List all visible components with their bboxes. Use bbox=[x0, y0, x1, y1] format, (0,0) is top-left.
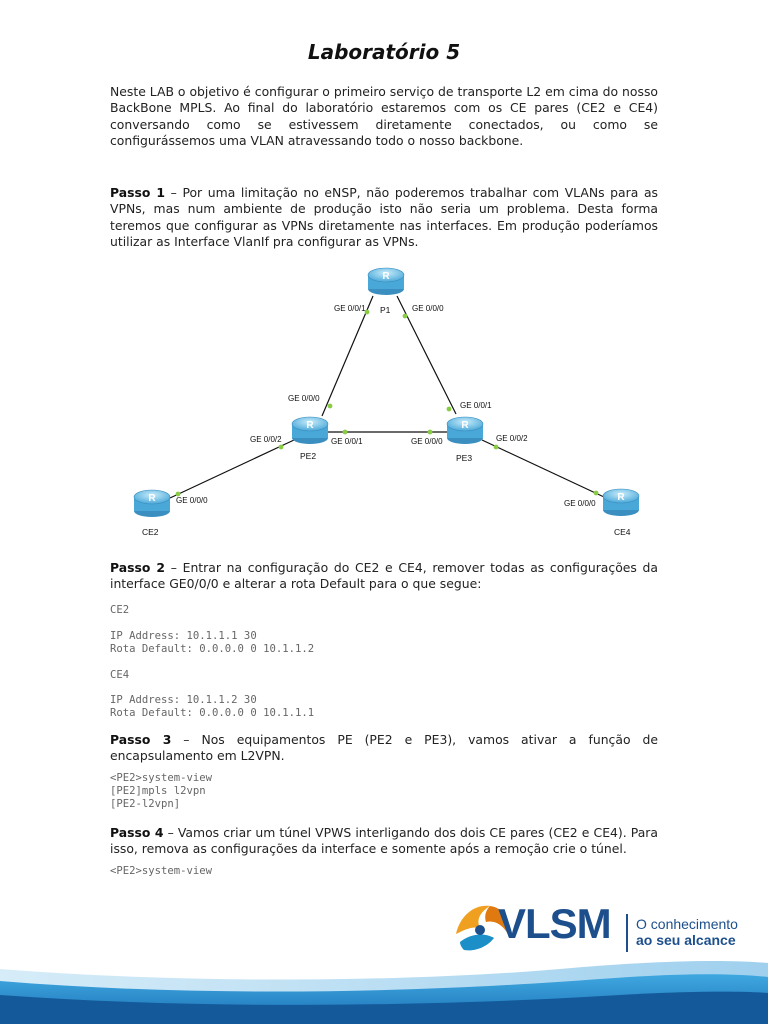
step4-code-line: <PE2>system-view bbox=[110, 865, 213, 877]
step4-label: Passo 4 bbox=[110, 825, 164, 840]
svg-text:R: R bbox=[617, 492, 625, 503]
page-title: Laboratório 5 bbox=[307, 40, 461, 64]
port-dot bbox=[494, 445, 499, 450]
svg-text:R: R bbox=[382, 271, 390, 282]
ce4-heading: CE4 bbox=[110, 669, 130, 681]
port-label-pe2-left: GE 0/0/2 bbox=[250, 435, 282, 444]
port-dot bbox=[403, 314, 408, 319]
link-p1-pe3 bbox=[397, 296, 456, 414]
port-label-pe3-left: GE 0/0/0 bbox=[411, 437, 443, 446]
node-name-ce4: CE4 bbox=[614, 527, 631, 537]
port-dot bbox=[279, 445, 284, 450]
port-label-pe3-up: GE 0/0/1 bbox=[460, 401, 492, 410]
step3-text: – Nos equipamentos PE (PE2 e PE3), vamos ativar a função de encapsulamento em L2VPN. bbox=[110, 732, 658, 764]
step1-label: Passo 1 bbox=[110, 185, 165, 200]
ce2-route: Rota Default: 0.0.0.0 0 10.1.1.2 bbox=[110, 643, 315, 655]
node-name-ce2: CE2 bbox=[142, 527, 159, 537]
logo-tagline-2: ao seu alcance bbox=[636, 932, 736, 948]
port-dot bbox=[328, 404, 333, 409]
step2-label: Passo 2 bbox=[110, 560, 166, 575]
port-label-pe3-right: GE 0/0/2 bbox=[496, 434, 528, 443]
step3-code-line: [PE2]mpls l2vpn bbox=[110, 785, 206, 797]
port-label-p1-left: GE 0/0/1 bbox=[334, 304, 366, 313]
port-label-pe2-right: GE 0/0/1 bbox=[331, 437, 363, 446]
port-dot bbox=[428, 430, 433, 435]
port-label-ce4: GE 0/0/0 bbox=[564, 499, 596, 508]
step2-text: – Entrar na configuração do CE2 e CE4, remover todas as configurações da interface GE0/0/0 e alterar a rota Default para o que segue: bbox=[110, 560, 659, 592]
router-p1-icon bbox=[368, 268, 404, 295]
node-name-p1: P1 bbox=[380, 305, 391, 315]
port-dot bbox=[594, 491, 599, 496]
logo-brand: VLSM bbox=[498, 900, 611, 947]
router-ce4-icon bbox=[603, 489, 639, 516]
step1-text: – Por uma limitação no eNSP, não poderemos trabalhar com VLANs para as VPNs, mas num ambiente de produção isto não seria um problema. Desta forma teremos que configurar as VPNs diretamente nas interfaces. Em produção poderíamos utilizar as Interface VlanIf pra configurar as VPNs. bbox=[110, 185, 658, 249]
logo-divider bbox=[626, 914, 628, 952]
footer-wave-decoration bbox=[0, 955, 768, 1024]
step3-label: Passo 3 bbox=[110, 732, 172, 747]
ce4-ip: IP Address: 10.1.1.2 30 bbox=[110, 694, 257, 706]
svg-text:R: R bbox=[306, 420, 314, 431]
link-pe2-ce2 bbox=[170, 440, 294, 498]
link-p1-pe2 bbox=[322, 296, 373, 416]
step4-text: – Vamos criar um túnel VPWS interligando dos dois CE pares (CE2 e CE4). Para isso, remova as configurações da interface e somente após a remoção crie o túnel. bbox=[110, 825, 658, 857]
step3-code-line: [PE2-l2vpn] bbox=[110, 798, 181, 810]
port-label-p1-right: GE 0/0/0 bbox=[412, 304, 444, 313]
node-name-pe2: PE2 bbox=[300, 451, 317, 461]
step4-paragraph bbox=[110, 825, 658, 858]
step3-paragraph bbox=[110, 732, 658, 765]
ce4-route: Rota Default: 0.0.0.0 0 10.1.1.1 bbox=[110, 707, 315, 719]
node-name-pe3: PE3 bbox=[456, 453, 473, 463]
svg-text:R: R bbox=[461, 420, 469, 431]
port-dot bbox=[343, 430, 348, 435]
ce2-ip: IP Address: 10.1.1.1 30 bbox=[110, 630, 257, 642]
port-label-ce2: GE 0/0/0 bbox=[176, 496, 208, 505]
link-pe3-ce4 bbox=[482, 440, 604, 497]
router-pe3-icon bbox=[447, 417, 483, 444]
router-ce2-icon bbox=[134, 490, 170, 517]
port-dot bbox=[447, 407, 452, 412]
step2-paragraph bbox=[110, 560, 658, 593]
router-pe2-icon bbox=[292, 417, 328, 444]
ce2-heading: CE2 bbox=[110, 604, 130, 616]
svg-text:R: R bbox=[148, 493, 156, 504]
logo-tagline-1: O conhecimento bbox=[636, 916, 738, 932]
intro-paragraph: Neste LAB o objetivo é configurar o primeiro serviço de transporte L2 em cima do nosso BackBone MPLS. Ao final do laboratório estaremos com os CE pares (CE2 e CE4) conversando como se estivessem diretamente conectados, ou como se configurássemos uma VLAN atravessando todo o nosso backbone. bbox=[110, 84, 658, 148]
step3-code-line: <PE2>system-view bbox=[110, 772, 213, 784]
port-label-pe2-up: GE 0/0/0 bbox=[288, 394, 320, 403]
